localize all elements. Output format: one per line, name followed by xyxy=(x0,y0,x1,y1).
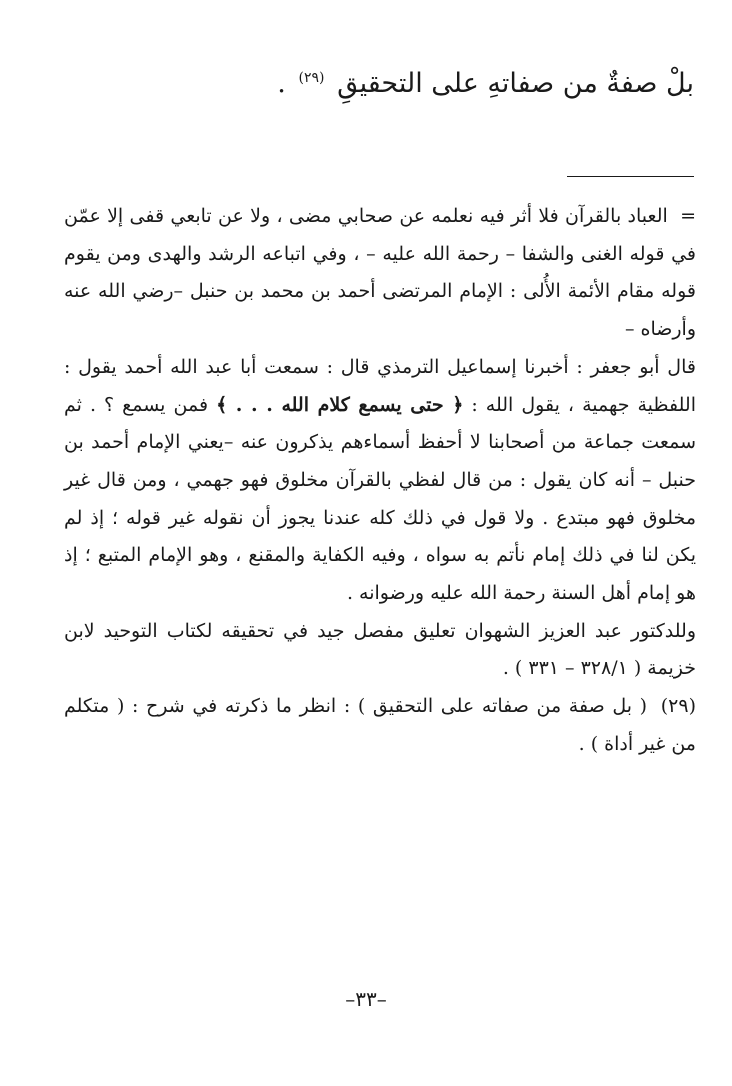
footnote-reference-mark: (٢٩) xyxy=(298,70,325,86)
footnotes-section xyxy=(64,198,696,764)
continuation-paragraph xyxy=(64,198,696,349)
continuation-mark: = xyxy=(680,205,696,227)
continuation-text: العباد بالقرآن فلا أثر فيه نعلمه عن صحابي مضى ، ولا عن تابعي قفى إلا عمّن في قوله الغنى والشفا – رحمة الله عليه – ، وفي اتباعه الرشد والهدى ومن يقوم قوله مقام الأئمة الأُلى : الإمام المرتضى أحمد بن محمد بن حنبل –رضي الله عنه وأرضاه – xyxy=(64,205,696,341)
page-number: –٣٣– xyxy=(345,987,387,1011)
main-verse-period: . xyxy=(277,68,286,99)
footnote-number: (٢٩) xyxy=(660,695,696,718)
main-verse-line xyxy=(34,58,694,104)
footnote-29 xyxy=(64,688,696,763)
narration-text-before: قال أبو جعفر : أخبرنا إسماعيل الترمذي قال : سمعت أبا عبد الله أحمد يقول : اللفظية جهمية ، يقول الله : xyxy=(64,355,696,416)
main-verse-text: بلْ صفةٌ من صفاتهِ على التحقيقِ xyxy=(337,68,694,99)
narration-paragraph xyxy=(64,349,696,613)
quran-quote: ﴿ حتى يسمع كلام الله . . . ﴾ xyxy=(216,393,464,416)
footnote-separator-rule xyxy=(567,176,694,177)
footnote-text: ( بل صفة من صفاته على التحقيق ) : انظر ما ذكرته في شرح : ( متكلم من غير أداة ) . xyxy=(64,695,696,755)
narration-text-after: فمن يسمع ؟ . ثم سمعت جماعة من أصحابنا لا أحفظ أسماءهم يذكرون عنه –يعني الإمام أحمد بن حنبل – أنه كان يقول : من قال لفظي بالقرآن مخلوق فهو جهمي ، ومن قال غير مخلوق فهو مبتدع . ولا قول في ذلك كله عندنا يجوز أن نقوله غير قوله ؛ إذ لم يكن لنا في ذلك إمام نأتم به سواه ، وفيه الكفاية والمقنع ، وهو الإمام المتبع ؛ إذ هو إمام أهل السنة رحمة الله عليه ورضوانه . xyxy=(64,393,696,605)
reference-paragraph: وللدكتور عبد العزيز الشهوان تعليق مفصل جيد في تحقيقه لكتاب التوحيد لابن خزيمة ( ٣٢٨/١ – ٣٣١ ) . xyxy=(64,619,696,680)
